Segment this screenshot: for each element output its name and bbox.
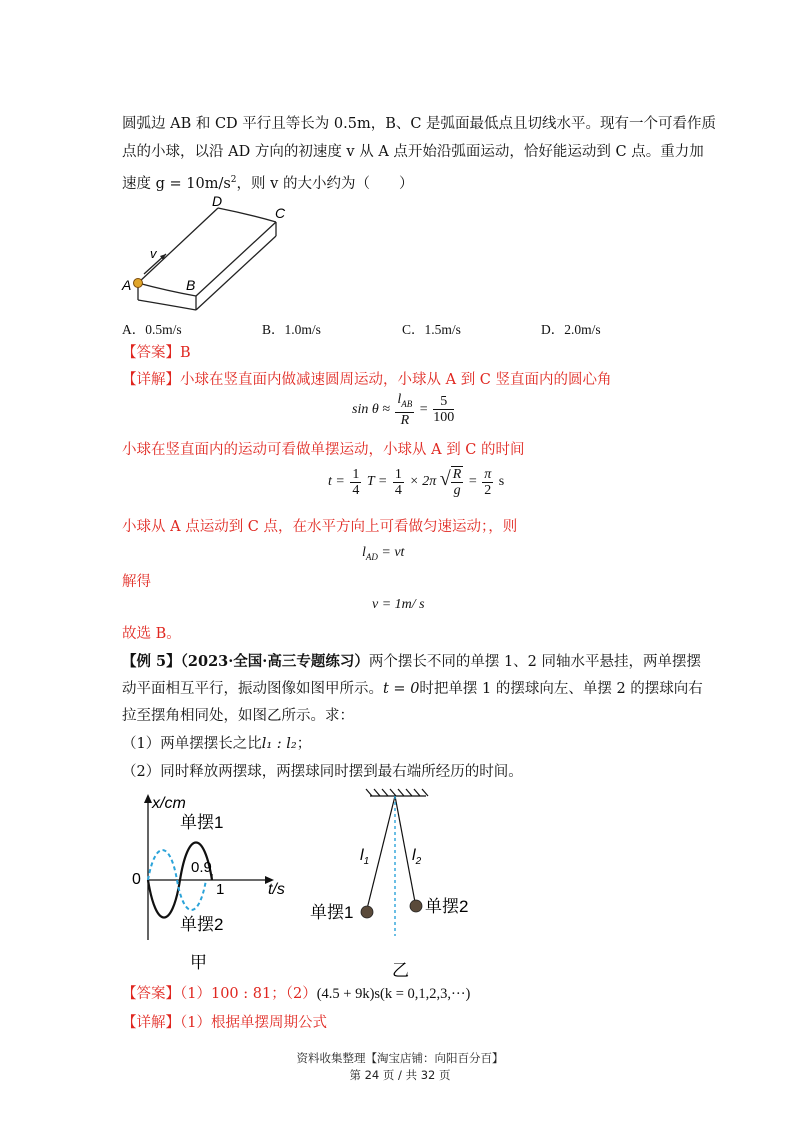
- eq1-lhs: sin θ ≈: [352, 402, 390, 418]
- figure-3-caption: 乙: [392, 961, 409, 980]
- option-d: D．2.0m/s: [541, 322, 601, 337]
- answer-2-part-1: （1）100 : 81；: [180, 986, 286, 1002]
- eq3-lhs: l: [362, 545, 366, 560]
- pendulum-1-bob-icon: [361, 906, 373, 918]
- eq2-f3d: 2: [484, 482, 492, 498]
- mark-0-9: 0.9: [191, 859, 212, 876]
- y-axis-label: x/cm: [152, 795, 186, 812]
- detail-1-text-1: 小球在竖直面内做减速圆周运动，小球从 A 到 C 竖直面内的圆心角: [180, 372, 612, 388]
- label-D: D: [212, 196, 223, 209]
- problem-line-2: 点的小球，以沿 AD 方向的初速度 v 从 A 点开始沿弧面运动，恰好能运动到 C 点。重力加: [122, 144, 704, 160]
- eq3-rhs: = vt: [381, 545, 405, 560]
- mark-1: 1: [216, 881, 225, 898]
- eq2-f2d: 4: [394, 482, 402, 498]
- label-v: v: [150, 246, 157, 261]
- example-5-text-2b: t = 0: [383, 681, 420, 697]
- example-5-line-2: [122, 679, 703, 699]
- arc-block-figure: [118, 196, 298, 311]
- eq3-sub: AD: [365, 551, 378, 562]
- example-5-text-2a: 动平面相互平行，振动图像如图甲所示。: [122, 681, 383, 697]
- q1-end: ；: [296, 736, 312, 752]
- x-axis-label: t/s: [268, 881, 285, 898]
- eq2-frac-2: [393, 467, 404, 498]
- eq2-frac-1: [350, 467, 361, 498]
- eq2-mid: T =: [366, 474, 388, 490]
- q1-ratio: l₁ : l₂: [261, 736, 297, 752]
- answer-2-tag: 【答案】: [122, 986, 180, 1002]
- y-axis-arrow-icon: [144, 794, 152, 803]
- pendulum-2-label: 单摆2: [425, 897, 469, 916]
- problem-line-3-a: 速度 g = 10m/s: [122, 175, 231, 192]
- equation-time: [328, 466, 504, 498]
- example-5-source: （2023·全国·高三专题练习）: [180, 653, 369, 670]
- answer-2-part-2: （2）: [285, 986, 317, 1002]
- eq1-sub1: AB: [401, 398, 413, 409]
- problem-line-3: [122, 170, 413, 194]
- example-5-question-2: （2）同时释放两摆球，两摆球同时摆到最右端所经历的时间。: [122, 764, 523, 780]
- eq2-f1n: 1: [352, 466, 360, 482]
- eq2-unit: s: [498, 474, 505, 490]
- equation-sin-theta: [352, 392, 456, 428]
- option-c: C．1.5m/s: [402, 322, 461, 337]
- footer-source: 资料收集整理【淘宝店铺：向阳百分百】: [296, 1051, 504, 1065]
- eq2-root: [451, 466, 464, 498]
- l1-label: $l_1$: [360, 847, 370, 867]
- eq1-den2: 100: [433, 410, 455, 426]
- eq1-frac-1: [395, 392, 414, 428]
- option-a: A．0.5m/s: [122, 322, 182, 337]
- detail-2: [122, 1013, 327, 1033]
- eq2-equals: =: [468, 474, 477, 490]
- eq2-frac-3: [482, 467, 493, 498]
- answer-1-tag: 【答案】: [122, 345, 180, 361]
- detail-1-text-4: 解得: [122, 574, 151, 590]
- eq2-f1d: 4: [352, 482, 360, 498]
- eq1-den1: R: [400, 412, 410, 428]
- origin-label: 0: [132, 871, 141, 888]
- equation-lad: [362, 545, 404, 562]
- eq2-lhs: t =: [328, 474, 345, 490]
- eq2-f3n: π: [484, 466, 492, 482]
- curve-2-label: 单摆2: [180, 915, 224, 934]
- eq1-num2: 5: [433, 394, 454, 410]
- pendulum-2-bob-icon: [410, 900, 422, 912]
- l2-label: $l_2$: [412, 847, 422, 867]
- example-5-question-1: [122, 734, 311, 754]
- example-5-text-1: 两个摆长不同的单摆 1、2 同轴水平悬挂，两单摆摆: [368, 654, 702, 670]
- detail-1-text-2: 小球在竖直面内的运动可看做单摆运动，小球从 A 到 C 的时间: [122, 442, 525, 458]
- eq2-f2n: 1: [394, 466, 402, 482]
- pendulum-1-label: 单摆1: [310, 903, 354, 922]
- curve-1-label: 单摆1: [180, 813, 224, 832]
- example-5-line-1: [122, 652, 701, 672]
- option-b: B．1.0m/s: [262, 322, 321, 337]
- label-A: A: [122, 277, 132, 293]
- detail-2-text: （1）根据单摆周期公式: [180, 1015, 327, 1031]
- two-pendulum-figure: [300, 788, 500, 983]
- ball-icon: [134, 279, 143, 288]
- answer-2: [122, 984, 470, 1004]
- detail-1-text-5: 故选 B。: [122, 626, 181, 642]
- detail-2-tag: 【详解】: [122, 1015, 180, 1031]
- eq2-rd: g: [453, 483, 461, 498]
- problem-line-3-b: ，则 v 的大小约为（ ）: [236, 175, 414, 192]
- example-5-text-2c: 时把单摆 1 的摆球向左、单摆 2 的摆球向右: [419, 681, 703, 697]
- eq1-frac-2: [433, 394, 454, 425]
- answer-1-value: B: [180, 345, 191, 361]
- problem-line-1: 圆弧边 AB 和 CD 平行且等长为 0.5m，B、C 是弧面最低点且切线水平。现有一个可看作质: [122, 116, 717, 132]
- detail-1-line-1: [122, 370, 612, 390]
- sqrt-sign-icon: √: [439, 468, 451, 491]
- equation-v: v = 1m/ s: [372, 597, 425, 612]
- example-5-line-3: 拉至摆角相同处，如图乙所示。求：: [122, 708, 354, 724]
- example-5-tag: 【例 5】: [122, 653, 181, 670]
- q1-text: （1）两单摆摆长之比: [122, 736, 262, 752]
- eq1-num1: l: [397, 392, 402, 407]
- vibration-graph-figure: [128, 790, 298, 970]
- figure-2-caption: 甲: [190, 953, 207, 970]
- footer-page-number: 第 24 页 / 共 32 页: [349, 1068, 451, 1082]
- eq2-rn: R: [452, 467, 462, 482]
- eq1-equals: =: [419, 402, 428, 418]
- label-C: C: [275, 205, 286, 221]
- detail-1-tag: 【详解】: [122, 372, 180, 388]
- eq2-mid2: × 2π: [409, 474, 437, 490]
- problem-line-3-sup: 2: [230, 175, 237, 185]
- label-B: B: [186, 277, 196, 293]
- detail-1-text-3: 小球从 A 点运动到 C 点，在水平方向上可看做匀速运动；，则: [122, 519, 518, 535]
- answer-1: [122, 343, 191, 363]
- answer-2-formula: (4.5 + 9k)s(k = 0,1,2,3,···): [316, 986, 471, 1002]
